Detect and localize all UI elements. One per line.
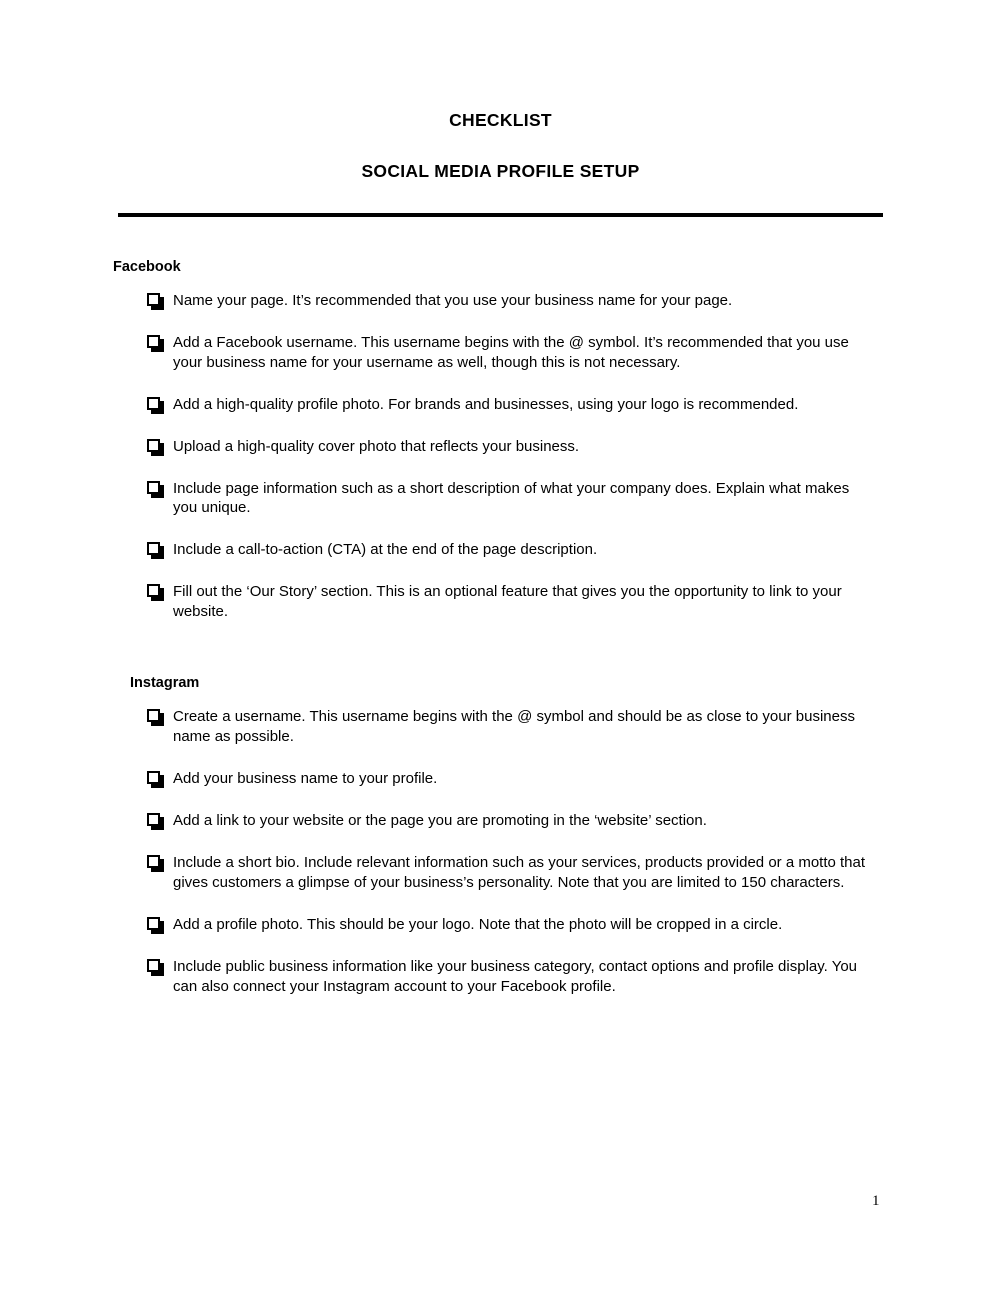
page-number: 1: [872, 1193, 880, 1209]
document-title: CHECKLIST: [449, 110, 552, 130]
checklist-content: [0, 258, 1000, 997]
checklist-facebook: [0, 291, 1000, 622]
checklist-item-label: Add a high-quality profile photo. For brands and businesses, using your logo is recommended.: [173, 395, 799, 413]
checklist-item-label: Create a username. This username begins with the @ symbol and should be as close to your business name as possible.: [173, 708, 855, 745]
checklist-item[interactable]: [0, 811, 1000, 831]
checkbox-icon[interactable]: [147, 917, 164, 934]
checkbox-icon[interactable]: [147, 439, 164, 456]
checklist-item[interactable]: [0, 957, 1000, 997]
section-facebook: [0, 258, 1000, 622]
checklist-item[interactable]: [0, 540, 1000, 560]
checklist-item-label: Add your business name to your profile.: [173, 769, 438, 787]
checklist-instagram: [0, 707, 1000, 996]
header-divider-rule: [118, 213, 883, 217]
section-heading-facebook: Facebook: [113, 259, 181, 275]
section-instagram: [0, 674, 1000, 996]
checklist-item-label: Add a Facebook username. This username begins with the @ symbol. It’s recommended that you use your business name for your username as well, though this is not necessary.: [173, 333, 849, 371]
checklist-item[interactable]: [0, 582, 1000, 622]
checklist-item-label: Fill out the ‘Our Story’ section. This is an optional feature that gives you the opportunity to link to your website.: [173, 583, 842, 621]
checklist-item[interactable]: [0, 915, 1000, 935]
checkbox-icon[interactable]: [147, 813, 164, 830]
checklist-item[interactable]: [0, 437, 1000, 457]
checkbox-icon[interactable]: [147, 771, 164, 788]
checklist-item-label: Include a short bio. Include relevant information such as your services, products provided or a motto that gives customers a glimpse of your business’s personality. Note that you are limited to 150 characters.: [173, 853, 866, 891]
checkbox-icon[interactable]: [147, 855, 164, 872]
checklist-item[interactable]: [0, 333, 1000, 373]
checklist-item-label: Add a profile photo. This should be your logo. Note that the photo will be cropped in a circle.: [173, 915, 783, 933]
checklist-item-label: Include a call-to-action (CTA) at the end of the page description.: [173, 541, 598, 559]
checkbox-icon[interactable]: [147, 709, 164, 726]
checklist-item-label: Include page information such as a short description of what your company does. Explain what makes you unique.: [173, 479, 850, 517]
checkbox-icon[interactable]: [147, 959, 164, 976]
checkbox-icon[interactable]: [147, 481, 164, 498]
checklist-item[interactable]: [0, 291, 1000, 311]
checklist-item-label: Name your page. It’s recommended that you use your business name for your page.: [173, 291, 733, 309]
checklist-item[interactable]: [0, 769, 1000, 789]
checklist-item-label: Upload a high-quality cover photo that reflects your business.: [173, 437, 580, 455]
checkbox-icon[interactable]: [147, 293, 164, 310]
checkbox-icon[interactable]: [147, 397, 164, 414]
checklist-item[interactable]: [0, 853, 1000, 893]
title-block: [118, 110, 883, 182]
checklist-item-label: Add a link to your website or the page you are promoting in the ‘website’ section.: [173, 811, 707, 829]
checkbox-icon[interactable]: [147, 542, 164, 559]
checklist-item[interactable]: [0, 395, 1000, 415]
section-heading-instagram: Instagram: [130, 675, 200, 692]
checklist-item[interactable]: [0, 479, 1000, 519]
checklist-item[interactable]: [0, 707, 1000, 747]
document-subtitle: SOCIAL MEDIA PROFILE SETUP: [361, 161, 640, 181]
checklist-item-label: Include public business information like your business category, contact options and profile display. You can also connect your Instagram account to your Facebook profile.: [173, 957, 858, 995]
checkbox-icon[interactable]: [147, 335, 164, 352]
checkbox-icon[interactable]: [147, 584, 164, 601]
